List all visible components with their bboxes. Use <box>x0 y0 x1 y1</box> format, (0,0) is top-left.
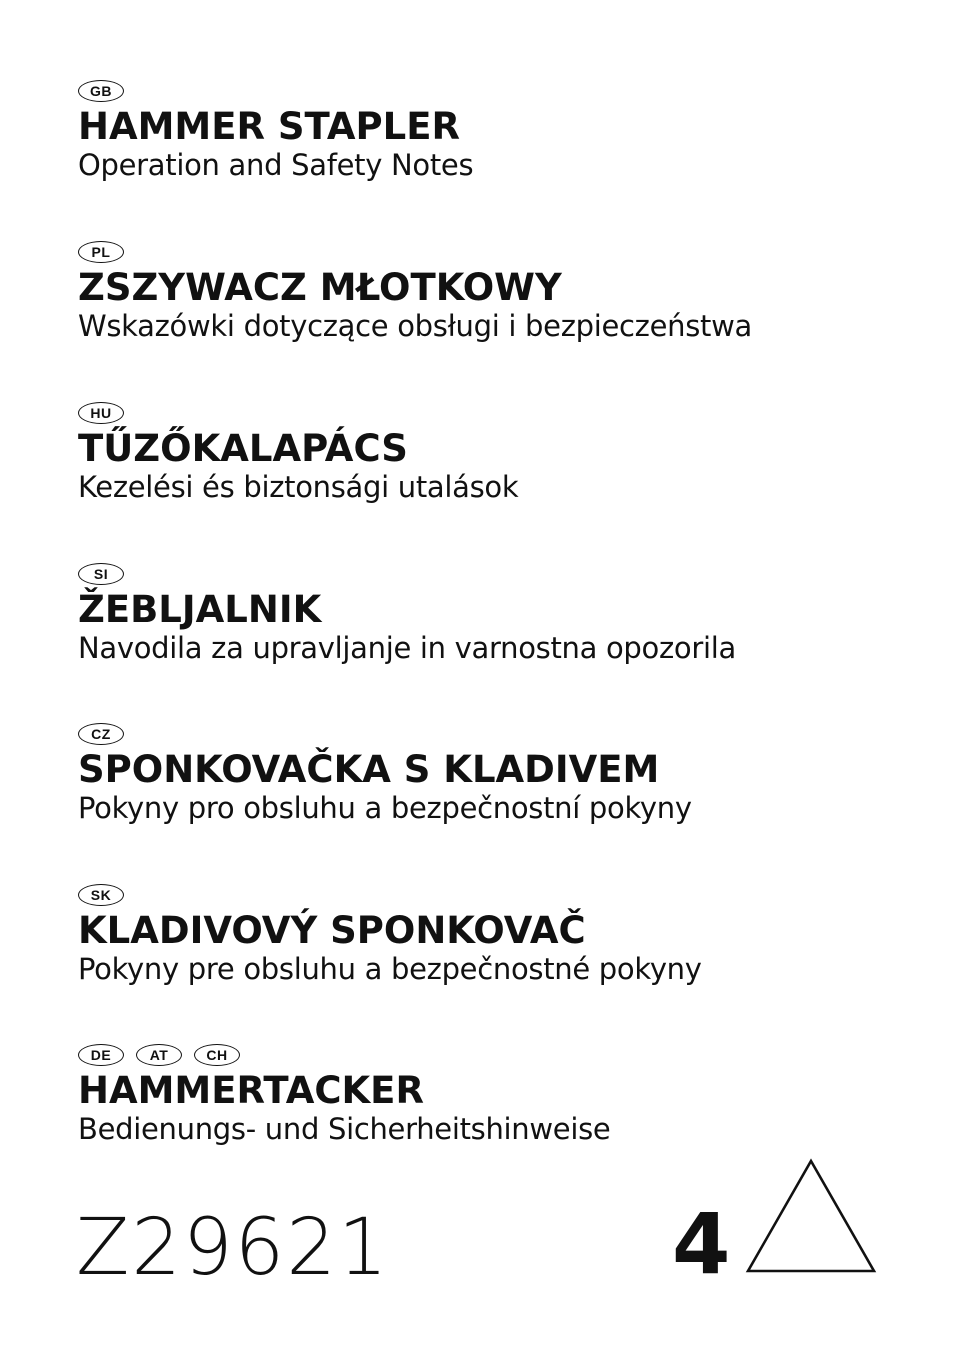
language-badges <box>78 402 518 426</box>
country-badge: HU <box>78 402 124 424</box>
language-badges <box>78 1044 610 1068</box>
language-section-si <box>78 563 736 665</box>
language-badges <box>78 723 692 747</box>
model-number: Z29621 <box>76 1203 390 1293</box>
language-section-cz <box>78 723 692 825</box>
language-section-hu <box>78 402 518 504</box>
country-badge: DE <box>78 1044 124 1066</box>
country-badge: SK <box>78 884 124 906</box>
country-badge: SI <box>78 563 124 585</box>
language-badges <box>78 563 736 587</box>
section-subtitle: Bedienungs- und Sicherheitshinweise <box>78 1112 611 1146</box>
section-subtitle: Operation and Safety Notes <box>78 148 474 182</box>
section-title: ŽEBLJALNIK <box>78 588 322 631</box>
language-section-de-at-ch <box>78 1044 610 1146</box>
language-section-gb <box>78 80 473 182</box>
section-title: TŰZŐKALAPÁCS <box>78 427 408 470</box>
section-subtitle: Kezelési és biztonsági utalások <box>78 470 519 504</box>
language-badges <box>78 241 752 265</box>
section-title: KLADIVOVÝ SPONKOVAČ <box>78 909 586 952</box>
country-badge: PL <box>78 241 124 263</box>
section-title: SPONKOVAČKA S KLADIVEM <box>78 748 660 791</box>
section-subtitle: Navodila za upravljanje in varnostna opozorila <box>78 631 736 665</box>
language-badges <box>78 884 702 908</box>
country-badge: CZ <box>78 723 124 745</box>
country-badge: AT <box>136 1044 182 1066</box>
section-title: ZSZYWACZ MŁOTKOWY <box>78 266 562 309</box>
page-number: 4 <box>672 1195 731 1293</box>
language-section-pl <box>78 241 752 343</box>
language-badges <box>78 80 473 104</box>
country-badge: CH <box>194 1044 240 1066</box>
language-section-sk <box>78 884 702 986</box>
section-subtitle: Pokyny pre obsluhu a bezpečnostné pokyny <box>78 952 702 986</box>
section-title: HAMMER STAPLER <box>78 105 460 148</box>
section-title: HAMMERTACKER <box>78 1069 424 1112</box>
country-badge: GB <box>78 80 124 102</box>
section-subtitle: Wskazówki dotyczące obsługi i bezpieczeństwa <box>78 309 752 343</box>
triangle-outline-icon <box>744 1158 878 1274</box>
section-subtitle: Pokyny pro obsluhu a bezpečnostní pokyny <box>78 791 692 825</box>
